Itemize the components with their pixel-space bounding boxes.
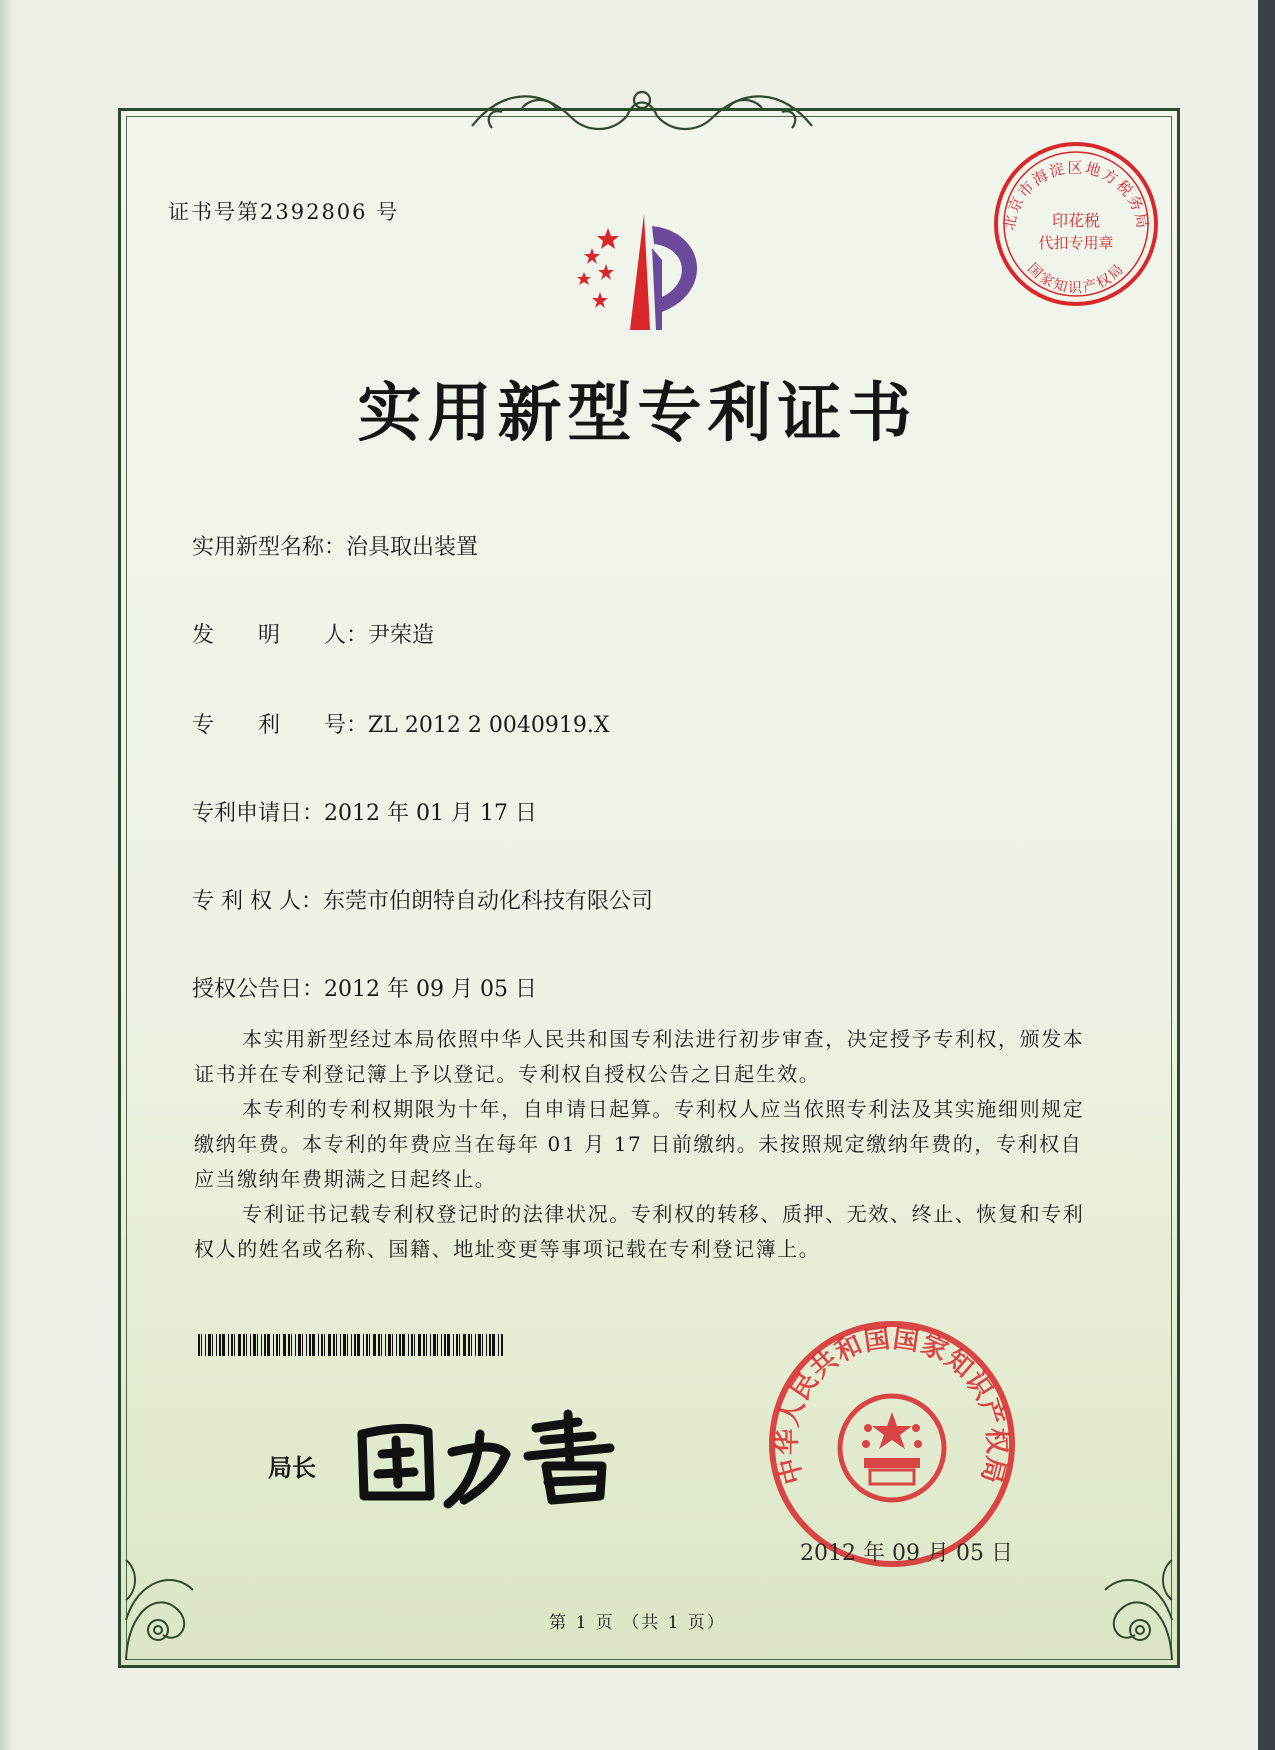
barcode-bar: [333, 1334, 335, 1356]
field-patent-number-label: 专 利 号：: [192, 713, 369, 738]
barcode-bar: [231, 1334, 233, 1356]
barcode-bar: [471, 1334, 472, 1356]
sipo-official-seal: [768, 1320, 1016, 1568]
barcode-bar: [253, 1334, 256, 1356]
barcode-bar: [212, 1334, 213, 1356]
director-title: 局长: [268, 1453, 316, 1482]
certificate-number: [168, 196, 399, 226]
barcode-bar: [381, 1334, 382, 1356]
barcode-bar: [486, 1334, 487, 1356]
barcode-bar: [378, 1334, 380, 1356]
barcode-bar: [351, 1334, 352, 1356]
barcode-bar: [234, 1334, 235, 1356]
barcode-bar: [279, 1334, 280, 1356]
barcode-bar: [336, 1334, 337, 1356]
barcode-bar: [283, 1334, 286, 1356]
binding-edge: [1258, 0, 1275, 1750]
barcode-bar: [426, 1334, 427, 1356]
national-emblem-icon: [840, 1396, 944, 1500]
seal-date: 2012 年 09 月 05 日: [800, 1541, 1013, 1566]
certificate-number-suffix: 号: [376, 200, 400, 224]
barcode-bar: [328, 1334, 331, 1356]
barcode-bar: [250, 1334, 251, 1356]
barcode-bar: [273, 1334, 274, 1356]
barcode-bar: [388, 1334, 391, 1356]
barcode-bar: [437, 1334, 438, 1356]
barcode-bar: [399, 1334, 401, 1356]
barcode-bar: [492, 1334, 495, 1356]
barcode-bar: [456, 1334, 458, 1356]
certificate-number-value: 2392806: [260, 200, 368, 224]
barcode-bar: [302, 1334, 303, 1356]
barcode-bar: [363, 1334, 364, 1356]
barcode-bar: [238, 1334, 241, 1356]
seal-issuer-text: 中华人民共和国国家知识产权局: [772, 1323, 1012, 1488]
barcode-bar: [340, 1334, 341, 1356]
barcode-bar: [354, 1334, 356, 1356]
barcode-bar: [347, 1334, 348, 1356]
field-patent-number: [192, 708, 610, 739]
field-filing-date-value: 2012 年 01 月 17 日: [324, 801, 537, 826]
tax-stamp-ring-text: 北京市海淀区地方税务局: [999, 158, 1153, 232]
field-patent-number-value: ZL 2012 2 0040919.X: [368, 713, 610, 738]
barcode-bar: [205, 1334, 206, 1356]
barcode-bar: [243, 1334, 245, 1356]
barcode-bar: [423, 1334, 425, 1356]
barcode-bar: [366, 1334, 368, 1356]
field-filing-date-label: 专利申请日：: [192, 801, 325, 826]
barcode-bar: [408, 1334, 409, 1356]
barcode-bar: [414, 1334, 415, 1356]
barcode-bar: [228, 1334, 229, 1356]
field-inventor-label: 发 明 人：: [192, 623, 369, 648]
barcode-bar: [501, 1334, 503, 1356]
body-paragraph-1: 本实用新型经过本局依照中华人民共和国专利法进行初步审查，决定授予专利权，颁发本证书并在专利登记簿上予以登记。专利权自授权公告之日起生效。: [194, 1027, 1085, 1086]
barcode-bar: [312, 1334, 315, 1356]
bottom-left-ornament-icon: [118, 1500, 228, 1670]
svg-text:国家知识产权局: [1024, 260, 1128, 296]
field-utility-model-name: [192, 530, 478, 561]
tax-stamp-seal: [992, 140, 1160, 308]
barcode-bar: [498, 1334, 499, 1356]
barcode-bar: [324, 1334, 325, 1356]
barcode-bar: [318, 1334, 319, 1356]
barcode-bar: [418, 1334, 421, 1356]
field-grant-date-label: 授权公告日：: [192, 977, 325, 1002]
barcode-bar: [246, 1334, 247, 1356]
barcode-bar: [208, 1334, 211, 1356]
barcode-bar: [216, 1334, 217, 1356]
barcode-bar: [402, 1334, 405, 1356]
field-patentee: [192, 884, 653, 915]
field-patentee-label: 专 利 权 人：: [192, 889, 323, 914]
barcode-bar: [198, 1334, 200, 1356]
barcode: [198, 1334, 508, 1356]
barcode-bar: [343, 1334, 346, 1356]
barcode-bar: [468, 1334, 470, 1356]
barcode-bar: [441, 1334, 442, 1356]
barcode-bar: [411, 1334, 413, 1356]
barcode-bar: [475, 1334, 476, 1356]
bottom-right-ornament-icon: [1070, 1500, 1180, 1670]
barcode-bar: [321, 1334, 323, 1356]
body-paragraph-2: 本专利的专利权期限为十年，自申请日起算。专利权人应当依照专利法及其实施细则规定缴纳年费。本专利的年费应当在每年 01 月 17 日前缴纳。未按照规定缴纳年费的，专利权自应当缴纳年费期满之日起终止。: [194, 1097, 1085, 1191]
barcode-bar: [444, 1334, 446, 1356]
barcode-bar: [453, 1334, 454, 1356]
barcode-bar: [447, 1334, 450, 1356]
certificate-number-label: 证书号第: [168, 200, 260, 224]
body-paragraph-3: 专利证书记载专利权登记时的法律状况。专利权的转移、质押、无效、终止、恢复和专利权人的姓名或名称、国籍、地址变更等事项记载在专利登记簿上。: [194, 1202, 1085, 1261]
barcode-bar: [267, 1334, 270, 1356]
barcode-bar: [291, 1334, 292, 1356]
field-patentee-value: 东莞市伯朗特自动化科技有限公司: [322, 889, 653, 914]
field-utility-model-name-value: 治具取出装置: [346, 535, 479, 560]
barcode-bar: [489, 1334, 491, 1356]
page-number: 第 1 页 （共 1 页）: [549, 1613, 726, 1633]
certificate-body: [194, 1022, 1092, 1267]
barcode-bar: [482, 1334, 483, 1356]
barcode-bar: [459, 1334, 460, 1356]
barcode-bar: [295, 1334, 296, 1356]
field-grant-date: [192, 972, 537, 1003]
barcode-bar: [257, 1334, 258, 1356]
barcode-bar: [478, 1334, 481, 1356]
tax-stamp-center-line1: 印花税: [1051, 211, 1101, 230]
barcode-bar: [276, 1334, 278, 1356]
tax-stamp-center-line2: 代扣专用章: [1038, 234, 1114, 252]
barcode-bar: [357, 1334, 360, 1356]
tax-stamp-bottom-text: 国家知识产权局: [1024, 260, 1128, 297]
barcode-bar: [261, 1334, 262, 1356]
field-utility-model-name-label: 实用新型名称：: [192, 535, 347, 560]
page-title: 实用新型专利证书: [357, 376, 918, 451]
barcode-bar: [264, 1334, 266, 1356]
barcode-bar: [430, 1334, 431, 1356]
field-inventor: [192, 618, 434, 649]
barcode-bar: [396, 1334, 397, 1356]
barcode-bar: [309, 1334, 311, 1356]
director-signature: [348, 1404, 638, 1514]
sipo-logo-icon: [556, 208, 716, 338]
barcode-bar: [392, 1334, 393, 1356]
top-ornament-icon: [462, 78, 822, 148]
field-grant-date-value: 2012 年 09 月 05 日: [324, 977, 537, 1002]
barcode-bar: [463, 1334, 466, 1356]
field-inventor-value: 尹荣造: [368, 623, 435, 648]
barcode-bar: [373, 1334, 376, 1356]
barcode-bar: [288, 1334, 290, 1356]
barcode-bar: [222, 1334, 225, 1356]
barcode-bar: [369, 1334, 370, 1356]
barcode-bar: [385, 1334, 386, 1356]
field-filing-date: [192, 796, 537, 827]
barcode-bar: [201, 1334, 202, 1356]
barcode-bar: [298, 1334, 301, 1356]
barcode-bar: [306, 1334, 307, 1356]
barcode-bar: [219, 1334, 221, 1356]
barcode-bar: [433, 1334, 436, 1356]
